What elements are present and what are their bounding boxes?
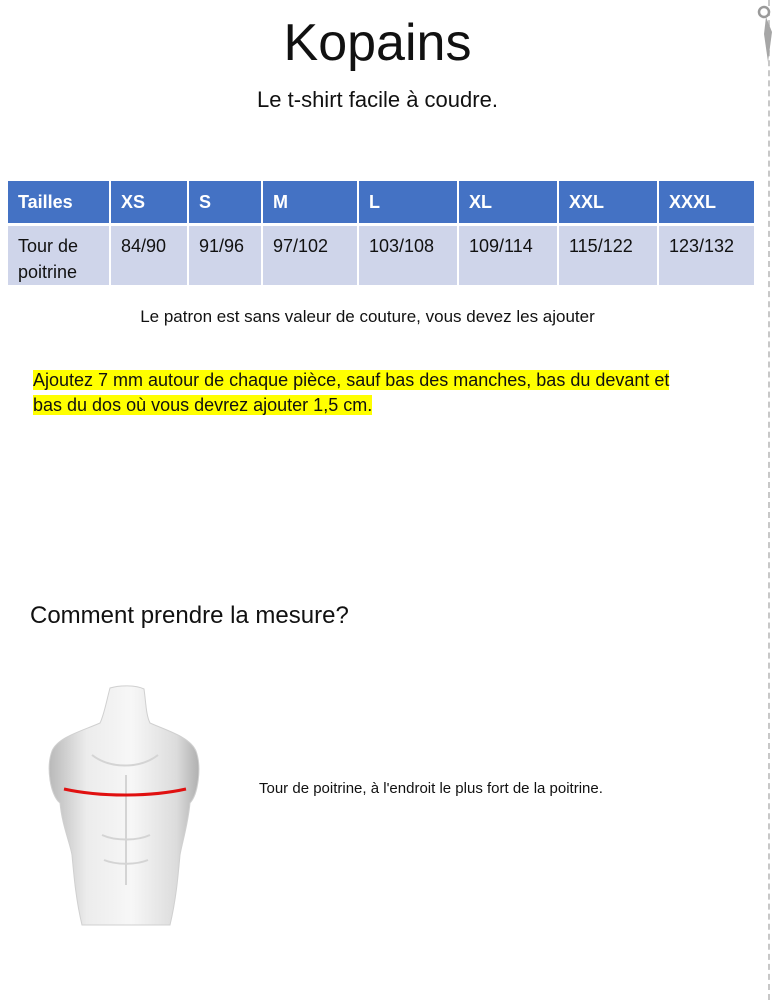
header-cell-l: L xyxy=(358,181,458,225)
seam-instruction-line1: Ajoutez 7 mm autour de chaque pièce, sauf bas des manches, bas du devant et xyxy=(33,370,670,390)
header-cell-s: S xyxy=(188,181,262,225)
header-cell-tailles: Tailles xyxy=(8,181,110,225)
value-cell-l: 103/108 xyxy=(358,225,458,286)
header-cell-m: M xyxy=(262,181,358,225)
size-table-header-row xyxy=(8,181,755,225)
header-cell-xxl: XXL xyxy=(558,181,658,225)
header-cell-xl: XL xyxy=(458,181,558,225)
document-subtitle: Le t-shirt facile à coudre. xyxy=(257,87,498,112)
value-cell-xxl: 115/122 xyxy=(558,225,658,286)
seam-instruction-line2: bas du dos où vous devrez ajouter 1,5 cm. xyxy=(33,395,373,415)
header-cell-xs: XS xyxy=(110,181,188,225)
table-row xyxy=(8,225,755,286)
document-title: Kopains xyxy=(283,14,472,72)
mannequin-torso-image xyxy=(40,685,210,930)
cut-line-divider xyxy=(768,0,770,1000)
row-label-line2: poitrine xyxy=(18,262,78,282)
measure-caption: Tour de poitrine, à l'endroit le plus fort de la poitrine. xyxy=(259,780,603,797)
seam-instruction xyxy=(33,368,753,418)
value-cell-xxxl: 123/132 xyxy=(658,225,755,286)
value-cell-xs: 84/90 xyxy=(110,225,188,286)
measure-section-title: Comment prendre la mesure? xyxy=(30,602,349,629)
row-label-tour-de-poitrine xyxy=(8,225,110,286)
header-cell-xxxl: XXXL xyxy=(658,181,755,225)
seam-allowance-note: Le patron est sans valeur de couture, vous devez les ajouter xyxy=(140,307,595,326)
value-cell-m: 97/102 xyxy=(262,225,358,286)
row-label-line1: Tour de xyxy=(18,236,79,256)
scissors-icon xyxy=(752,2,775,64)
value-cell-s: 91/96 xyxy=(188,225,262,286)
torso-body-shape xyxy=(49,686,199,925)
value-cell-xl: 109/114 xyxy=(458,225,558,286)
size-table xyxy=(8,181,756,285)
